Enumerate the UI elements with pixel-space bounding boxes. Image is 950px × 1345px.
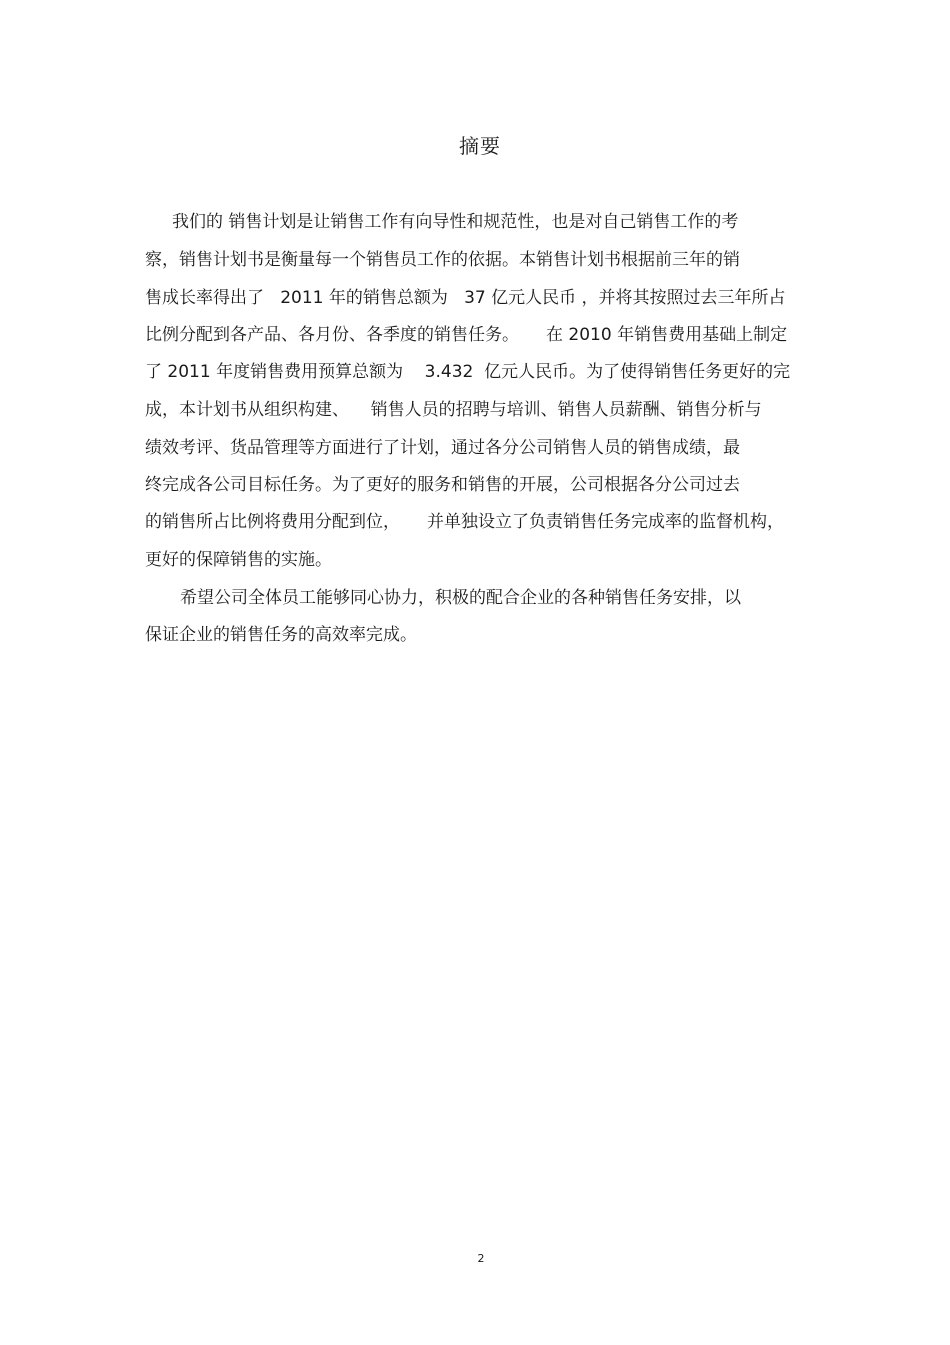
body-text-line: 的销售所占比例将费用分配到位， 并单独设立了负责销售任务完成率的监督机构，: [145, 512, 785, 532]
body-text-line: 绩效考评、货品管理等方面进行了计划，通过各分公司销售人员的销售成绩，最: [145, 438, 740, 458]
body-text-line: 比例分配到各产品、各月份、各季度的销售任务。 在 2010 年销售费用基础上制定: [145, 325, 788, 345]
body-text-line: 售成长率得出了 2011 年的销售总额为 37 亿元人民币 ，并将其按照过去三年所占: [145, 288, 786, 308]
page-title: 摘要: [459, 134, 501, 158]
body-text-line: 终完成各公司目标任务。为了更好的服务和销售的开展，公司根据各分公司过去: [145, 475, 740, 495]
body-text-line: 希望公司全体员工能够同心协力，积极的配合企业的各种销售任务安排，以: [180, 588, 741, 608]
body-text-line: 更好的保障销售的实施。: [145, 550, 332, 570]
body-text-line: 了 2011 年度销售费用预算总额为 3.432 亿元人民币。为了使得销售任务更好的完: [145, 362, 791, 382]
body-text-line: 保证企业的销售任务的高效率完成。: [145, 625, 417, 645]
body-text-line: 成，本计划书从组织构建、 销售人员的招聘与培训、销售人员薪酬、销售分析与: [145, 400, 762, 420]
body-text-line: 察，销售计划书是衡量每一个销售员工作的依据。本销售计划书根据前三年的销: [145, 250, 740, 270]
body-text-line: 我们的 销售计划是让销售工作有向导性和规范性，也是对自己销售工作的考: [172, 212, 739, 232]
page-number: 2: [477, 1252, 485, 1265]
